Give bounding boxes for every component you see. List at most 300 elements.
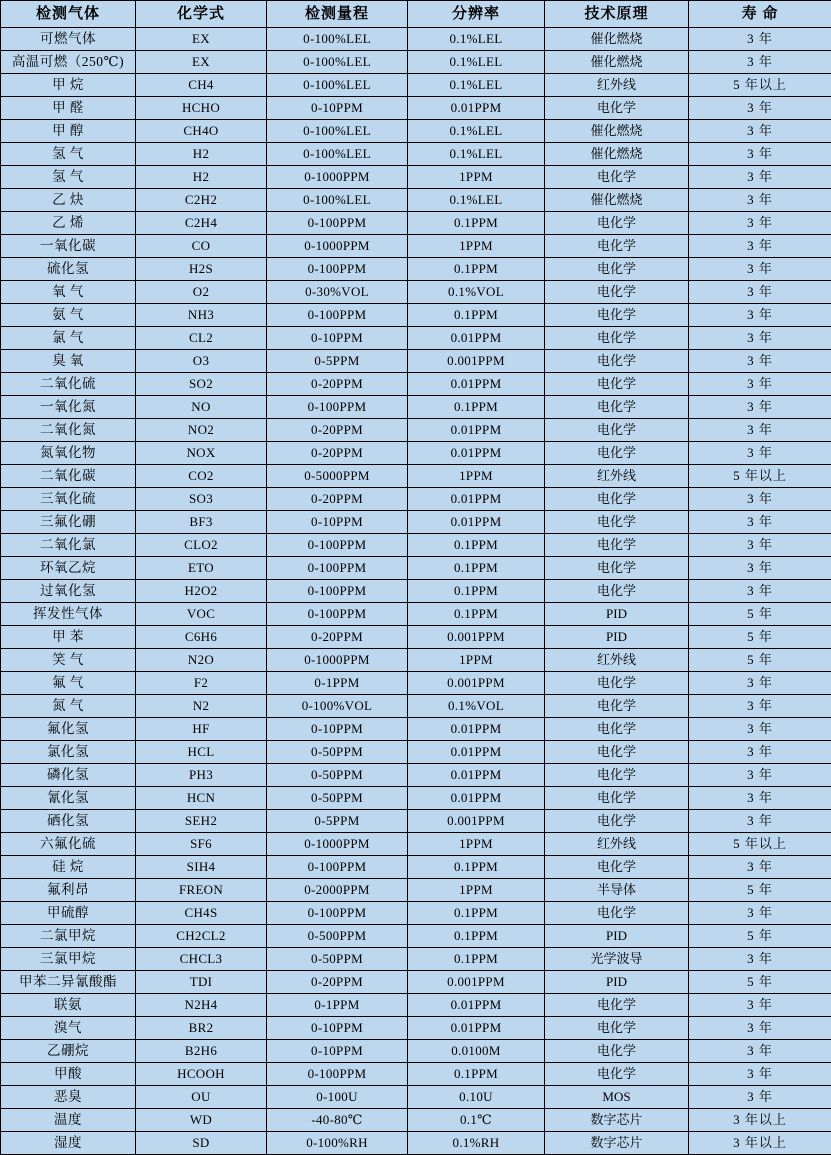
cell-formula: N2O — [136, 649, 267, 672]
table-row — [1, 166, 831, 189]
cell-gas: 磷化氢 — [1, 764, 136, 787]
cell-principle: 电化学 — [545, 856, 689, 879]
cell-principle: 电化学 — [545, 166, 689, 189]
cell-lifetime: 3 年 — [689, 28, 831, 51]
cell-formula: O2 — [136, 281, 267, 304]
table-row — [1, 373, 831, 396]
cell-lifetime: 3 年 — [689, 810, 831, 833]
cell-principle: 电化学 — [545, 787, 689, 810]
cell-lifetime: 5 年以上 — [689, 465, 831, 488]
cell-formula: ETO — [136, 557, 267, 580]
cell-range: 0-20PPM — [267, 488, 408, 511]
cell-lifetime: 3 年 — [689, 856, 831, 879]
cell-resolution: 0.1PPM — [408, 534, 545, 557]
table-row — [1, 925, 831, 948]
cell-formula: B2H6 — [136, 1040, 267, 1063]
cell-range: 0-100PPM — [267, 856, 408, 879]
cell-gas: 六氟化硫 — [1, 833, 136, 856]
cell-formula: H2S — [136, 258, 267, 281]
table-row — [1, 120, 831, 143]
cell-resolution: 0.1%LEL — [408, 120, 545, 143]
table-row — [1, 833, 831, 856]
cell-resolution: 0.1PPM — [408, 396, 545, 419]
cell-range: 0-1PPM — [267, 672, 408, 695]
cell-resolution: 0.1PPM — [408, 557, 545, 580]
cell-gas: 二氧化碳 — [1, 465, 136, 488]
cell-resolution: 0.01PPM — [408, 994, 545, 1017]
cell-formula: SD — [136, 1132, 267, 1155]
cell-range: 0-100%RH — [267, 1132, 408, 1155]
cell-range: 0-100PPM — [267, 603, 408, 626]
cell-gas: 甲 醇 — [1, 120, 136, 143]
cell-principle: 催化燃烧 — [545, 189, 689, 212]
cell-gas: 过氧化氢 — [1, 580, 136, 603]
cell-principle: 电化学 — [545, 442, 689, 465]
cell-lifetime: 3 年 — [689, 143, 831, 166]
cell-lifetime: 3 年 — [689, 787, 831, 810]
cell-lifetime: 5 年 — [689, 626, 831, 649]
cell-principle: 电化学 — [545, 373, 689, 396]
cell-formula: HF — [136, 718, 267, 741]
cell-principle: 光学波导 — [545, 948, 689, 971]
cell-formula: F2 — [136, 672, 267, 695]
cell-range: 0-1000PPM — [267, 649, 408, 672]
cell-lifetime: 5 年 — [689, 603, 831, 626]
cell-formula: HCHO — [136, 97, 267, 120]
table-row — [1, 603, 831, 626]
cell-range: 0-100PPM — [267, 557, 408, 580]
cell-gas: 乙 炔 — [1, 189, 136, 212]
cell-gas: 三氯甲烷 — [1, 948, 136, 971]
cell-formula: WD — [136, 1109, 267, 1132]
cell-principle: 电化学 — [545, 304, 689, 327]
cell-lifetime: 3 年 — [689, 534, 831, 557]
cell-principle: 电化学 — [545, 1063, 689, 1086]
table-row — [1, 534, 831, 557]
cell-resolution: 0.01PPM — [408, 1017, 545, 1040]
cell-range: 0-5PPM — [267, 810, 408, 833]
cell-resolution: 0.01PPM — [408, 97, 545, 120]
cell-principle: 电化学 — [545, 419, 689, 442]
cell-principle: 电化学 — [545, 534, 689, 557]
cell-formula: NO2 — [136, 419, 267, 442]
cell-formula: HCL — [136, 741, 267, 764]
cell-principle: MOS — [545, 1086, 689, 1109]
cell-principle: 催化燃烧 — [545, 120, 689, 143]
cell-gas: 笑 气 — [1, 649, 136, 672]
cell-formula: CHCL3 — [136, 948, 267, 971]
cell-lifetime: 3 年 — [689, 511, 831, 534]
cell-gas: 二氧化氯 — [1, 534, 136, 557]
cell-lifetime: 3 年以上 — [689, 1132, 831, 1155]
cell-gas: 氯化氢 — [1, 741, 136, 764]
cell-resolution: 0.001PPM — [408, 350, 545, 373]
cell-lifetime: 3 年以上 — [689, 1109, 831, 1132]
cell-formula: EX — [136, 28, 267, 51]
cell-gas: 高温可燃（250℃) — [1, 51, 136, 74]
cell-lifetime: 3 年 — [689, 97, 831, 120]
table-row — [1, 879, 831, 902]
cell-lifetime: 3 年 — [689, 580, 831, 603]
column-header-range: 检测量程 — [267, 1, 408, 28]
cell-formula: C2H2 — [136, 189, 267, 212]
cell-formula: NH3 — [136, 304, 267, 327]
cell-gas: 恶臭 — [1, 1086, 136, 1109]
table-row — [1, 189, 831, 212]
cell-range: 0-20PPM — [267, 971, 408, 994]
cell-gas: 挥发性气体 — [1, 603, 136, 626]
cell-principle: PID — [545, 626, 689, 649]
table-row — [1, 327, 831, 350]
table-row — [1, 304, 831, 327]
cell-principle: PID — [545, 603, 689, 626]
table-row — [1, 787, 831, 810]
cell-gas: 可燃气体 — [1, 28, 136, 51]
cell-gas: 甲硫醇 — [1, 902, 136, 925]
cell-range: 0-2000PPM — [267, 879, 408, 902]
cell-gas: 一氧化氮 — [1, 396, 136, 419]
cell-principle: 红外线 — [545, 74, 689, 97]
cell-range: 0-1PPM — [267, 994, 408, 1017]
cell-gas: 氟化氢 — [1, 718, 136, 741]
table-header — [1, 1, 831, 28]
cell-resolution: 0.01PPM — [408, 787, 545, 810]
cell-resolution: 1PPM — [408, 235, 545, 258]
table-row — [1, 948, 831, 971]
cell-range: 0-5PPM — [267, 350, 408, 373]
cell-principle: 数字芯片 — [545, 1109, 689, 1132]
cell-resolution: 0.1PPM — [408, 580, 545, 603]
cell-gas: 环氧乙烷 — [1, 557, 136, 580]
cell-gas: 甲苯二异氰酸酯 — [1, 971, 136, 994]
cell-formula: N2 — [136, 695, 267, 718]
cell-formula: C6H6 — [136, 626, 267, 649]
table-row — [1, 1017, 831, 1040]
cell-principle: 电化学 — [545, 718, 689, 741]
cell-lifetime: 3 年 — [689, 258, 831, 281]
cell-lifetime: 3 年 — [689, 557, 831, 580]
cell-formula: CH4 — [136, 74, 267, 97]
cell-lifetime: 3 年 — [689, 672, 831, 695]
cell-formula: SO2 — [136, 373, 267, 396]
cell-resolution: 0.01PPM — [408, 741, 545, 764]
cell-principle: 电化学 — [545, 741, 689, 764]
cell-lifetime: 3 年 — [689, 741, 831, 764]
cell-lifetime: 3 年 — [689, 373, 831, 396]
cell-lifetime: 3 年 — [689, 212, 831, 235]
cell-lifetime: 3 年 — [689, 235, 831, 258]
cell-lifetime: 3 年 — [689, 488, 831, 511]
table-row — [1, 488, 831, 511]
cell-resolution: 1PPM — [408, 166, 545, 189]
cell-lifetime: 3 年 — [689, 327, 831, 350]
cell-principle: 电化学 — [545, 327, 689, 350]
cell-lifetime: 3 年 — [689, 419, 831, 442]
table-row — [1, 557, 831, 580]
cell-formula: SO3 — [136, 488, 267, 511]
cell-resolution: 0.0100M — [408, 1040, 545, 1063]
cell-formula: CH4O — [136, 120, 267, 143]
cell-formula: NOX — [136, 442, 267, 465]
cell-principle: 电化学 — [545, 350, 689, 373]
cell-principle: 电化学 — [545, 902, 689, 925]
cell-range: 0-100%LEL — [267, 189, 408, 212]
cell-range: 0-5000PPM — [267, 465, 408, 488]
table-row — [1, 1132, 831, 1155]
cell-lifetime: 3 年 — [689, 902, 831, 925]
cell-resolution: 0.1PPM — [408, 258, 545, 281]
cell-range: 0-100%LEL — [267, 120, 408, 143]
cell-lifetime: 5 年 — [689, 971, 831, 994]
cell-lifetime: 5 年 — [689, 649, 831, 672]
cell-resolution: 0.1%VOL — [408, 695, 545, 718]
cell-lifetime: 5 年 — [689, 879, 831, 902]
cell-principle: 红外线 — [545, 649, 689, 672]
cell-range: 0-1000PPM — [267, 833, 408, 856]
cell-resolution: 0.001PPM — [408, 626, 545, 649]
cell-formula: HCN — [136, 787, 267, 810]
cell-principle: 数字芯片 — [545, 1132, 689, 1155]
cell-formula: FREON — [136, 879, 267, 902]
cell-resolution: 0.1PPM — [408, 856, 545, 879]
cell-range: 0-10PPM — [267, 97, 408, 120]
cell-gas: 湿度 — [1, 1132, 136, 1155]
cell-resolution: 0.01PPM — [408, 718, 545, 741]
cell-resolution: 0.1PPM — [408, 1063, 545, 1086]
cell-range: 0-1000PPM — [267, 235, 408, 258]
cell-resolution: 0.01PPM — [408, 373, 545, 396]
cell-principle: 电化学 — [545, 1040, 689, 1063]
table-row — [1, 28, 831, 51]
column-header-resolution: 分辨率 — [408, 1, 545, 28]
cell-lifetime: 3 年 — [689, 51, 831, 74]
cell-range: 0-50PPM — [267, 948, 408, 971]
cell-gas: 三氟化硼 — [1, 511, 136, 534]
cell-lifetime: 3 年 — [689, 718, 831, 741]
cell-resolution: 0.01PPM — [408, 419, 545, 442]
cell-range: 0-50PPM — [267, 764, 408, 787]
cell-lifetime: 3 年 — [689, 281, 831, 304]
cell-range: 0-20PPM — [267, 626, 408, 649]
cell-principle: 红外线 — [545, 465, 689, 488]
cell-formula: SEH2 — [136, 810, 267, 833]
cell-gas: 一氧化碳 — [1, 235, 136, 258]
cell-gas: 温度 — [1, 1109, 136, 1132]
table-row — [1, 350, 831, 373]
cell-range: 0-20PPM — [267, 419, 408, 442]
table-row — [1, 764, 831, 787]
cell-principle: 催化燃烧 — [545, 51, 689, 74]
cell-formula: PH3 — [136, 764, 267, 787]
cell-lifetime: 5 年以上 — [689, 74, 831, 97]
cell-formula: CO2 — [136, 465, 267, 488]
cell-principle: 电化学 — [545, 580, 689, 603]
cell-formula: SIH4 — [136, 856, 267, 879]
cell-resolution: 0.1PPM — [408, 603, 545, 626]
cell-range: 0-100U — [267, 1086, 408, 1109]
column-header-principle: 技术原理 — [545, 1, 689, 28]
cell-gas: 氟 气 — [1, 672, 136, 695]
table-row — [1, 465, 831, 488]
cell-gas: 氧 气 — [1, 281, 136, 304]
table-row — [1, 235, 831, 258]
cell-range: 0-100PPM — [267, 258, 408, 281]
cell-formula: C2H4 — [136, 212, 267, 235]
cell-lifetime: 3 年 — [689, 166, 831, 189]
cell-principle: 电化学 — [545, 1017, 689, 1040]
cell-principle: 电化学 — [545, 764, 689, 787]
table-row — [1, 1086, 831, 1109]
table-row — [1, 281, 831, 304]
cell-range: 0-10PPM — [267, 327, 408, 350]
cell-formula: NO — [136, 396, 267, 419]
cell-range: 0-10PPM — [267, 1017, 408, 1040]
cell-principle: 电化学 — [545, 281, 689, 304]
cell-principle: 电化学 — [545, 672, 689, 695]
cell-gas: 硅 烷 — [1, 856, 136, 879]
cell-range: 0-100%VOL — [267, 695, 408, 718]
cell-resolution: 0.1PPM — [408, 304, 545, 327]
cell-principle: 电化学 — [545, 557, 689, 580]
cell-principle: 电化学 — [545, 511, 689, 534]
cell-range: 0-100%LEL — [267, 28, 408, 51]
cell-resolution: 0.1%RH — [408, 1132, 545, 1155]
cell-gas: 乙 烯 — [1, 212, 136, 235]
cell-formula: CH2CL2 — [136, 925, 267, 948]
cell-resolution: 0.01PPM — [408, 764, 545, 787]
cell-principle: 催化燃烧 — [545, 28, 689, 51]
cell-range: 0-100PPM — [267, 580, 408, 603]
cell-resolution: 0.1PPM — [408, 948, 545, 971]
cell-range: 0-100%LEL — [267, 51, 408, 74]
cell-range: 0-30%VOL — [267, 281, 408, 304]
cell-resolution: 0.1%VOL — [408, 281, 545, 304]
cell-gas: 三氧化硫 — [1, 488, 136, 511]
cell-lifetime: 3 年 — [689, 1040, 831, 1063]
cell-gas: 氟利昂 — [1, 879, 136, 902]
cell-formula: N2H4 — [136, 994, 267, 1017]
cell-range: 0-10PPM — [267, 718, 408, 741]
cell-range: 0-100PPM — [267, 212, 408, 235]
cell-resolution: 0.10U — [408, 1086, 545, 1109]
cell-resolution: 0.01PPM — [408, 511, 545, 534]
cell-resolution: 1PPM — [408, 465, 545, 488]
cell-principle: 电化学 — [545, 258, 689, 281]
cell-resolution: 0.001PPM — [408, 672, 545, 695]
cell-range: 0-10PPM — [267, 1040, 408, 1063]
cell-principle: 电化学 — [545, 97, 689, 120]
cell-gas: 甲 烷 — [1, 74, 136, 97]
table-row — [1, 258, 831, 281]
table-row — [1, 626, 831, 649]
cell-formula: HCOOH — [136, 1063, 267, 1086]
table-row — [1, 695, 831, 718]
cell-gas: 氮 气 — [1, 695, 136, 718]
table-row — [1, 741, 831, 764]
cell-principle: 电化学 — [545, 994, 689, 1017]
table-row — [1, 1063, 831, 1086]
column-header-lifetime: 寿 命 — [689, 1, 831, 28]
cell-lifetime: 3 年 — [689, 442, 831, 465]
cell-formula: CLO2 — [136, 534, 267, 557]
cell-principle: 催化燃烧 — [545, 143, 689, 166]
cell-principle: PID — [545, 971, 689, 994]
cell-resolution: 0.01PPM — [408, 327, 545, 350]
cell-gas: 氨 气 — [1, 304, 136, 327]
cell-gas: 臭 氧 — [1, 350, 136, 373]
cell-range: 0-500PPM — [267, 925, 408, 948]
table-row — [1, 856, 831, 879]
cell-resolution: 0.01PPM — [408, 488, 545, 511]
cell-formula: CH4S — [136, 902, 267, 925]
header-row — [1, 1, 831, 28]
cell-gas: 氯 气 — [1, 327, 136, 350]
cell-resolution: 0.1%LEL — [408, 28, 545, 51]
table-row — [1, 580, 831, 603]
cell-range: 0-100PPM — [267, 396, 408, 419]
table-row — [1, 810, 831, 833]
cell-lifetime: 3 年 — [689, 695, 831, 718]
cell-gas: 乙硼烷 — [1, 1040, 136, 1063]
cell-gas: 甲 苯 — [1, 626, 136, 649]
cell-lifetime: 3 年 — [689, 350, 831, 373]
cell-principle: 电化学 — [545, 396, 689, 419]
table-row — [1, 51, 831, 74]
cell-lifetime: 3 年 — [689, 994, 831, 1017]
cell-resolution: 0.1PPM — [408, 902, 545, 925]
cell-range: 0-100%LEL — [267, 143, 408, 166]
cell-gas: 联氨 — [1, 994, 136, 1017]
cell-lifetime: 3 年 — [689, 304, 831, 327]
cell-resolution: 0.1PPM — [408, 212, 545, 235]
table-row — [1, 672, 831, 695]
cell-gas: 甲 醛 — [1, 97, 136, 120]
cell-resolution: 0.1%LEL — [408, 74, 545, 97]
cell-resolution: 0.1%LEL — [408, 143, 545, 166]
cell-formula: SF6 — [136, 833, 267, 856]
table-row — [1, 718, 831, 741]
cell-resolution: 1PPM — [408, 833, 545, 856]
column-header-gas: 检测气体 — [1, 1, 136, 28]
cell-lifetime: 3 年 — [689, 1017, 831, 1040]
table-body — [1, 28, 831, 1155]
cell-gas: 硫化氢 — [1, 258, 136, 281]
cell-resolution: 1PPM — [408, 879, 545, 902]
cell-range: 0-10PPM — [267, 511, 408, 534]
table-row — [1, 1109, 831, 1132]
cell-formula: OU — [136, 1086, 267, 1109]
cell-resolution: 0.1PPM — [408, 925, 545, 948]
cell-formula: H2 — [136, 143, 267, 166]
cell-principle: 电化学 — [545, 235, 689, 258]
table-row — [1, 143, 831, 166]
table-row — [1, 994, 831, 1017]
cell-range: 0-20PPM — [267, 373, 408, 396]
cell-formula: BF3 — [136, 511, 267, 534]
cell-gas: 氢 气 — [1, 166, 136, 189]
cell-lifetime: 3 年 — [689, 1063, 831, 1086]
table-row — [1, 442, 831, 465]
column-header-formula: 化学式 — [136, 1, 267, 28]
cell-gas: 氰化氢 — [1, 787, 136, 810]
cell-range: 0-100%LEL — [267, 74, 408, 97]
cell-formula: VOC — [136, 603, 267, 626]
table-row — [1, 396, 831, 419]
cell-resolution: 0.001PPM — [408, 810, 545, 833]
cell-gas: 溴气 — [1, 1017, 136, 1040]
cell-lifetime: 3 年 — [689, 189, 831, 212]
cell-gas: 氮氧化物 — [1, 442, 136, 465]
